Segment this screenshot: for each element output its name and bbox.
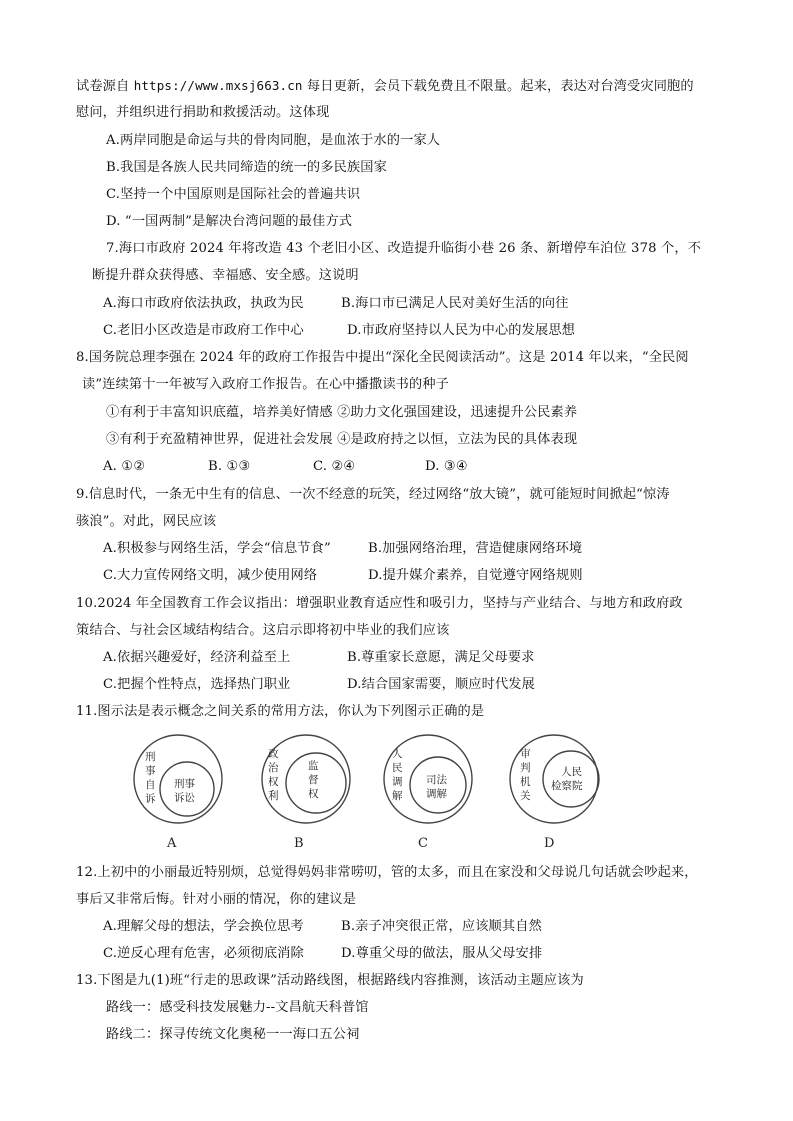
q9-stem-line1: 9.信息时代，一条无中生有的信息、一次不经意的玩笑，经过网络“放大镜”，就可能短时间掀起“惊涛 xyxy=(76,487,670,502)
q7-option-c: C.老旧小区改造是市政府工作中心 xyxy=(103,323,304,338)
q6-option-b: B.我国是各族人民共同缔造的统一的多民族国家 xyxy=(106,160,387,175)
q12-option-a: A.理解父母的想法，学会换位思考 xyxy=(103,919,304,934)
q9-option-c: C.大力宣传网络文明，减少使用网络 xyxy=(103,568,318,583)
q8-option-b: B. ①③ xyxy=(208,459,251,474)
q13-route-1: 路线一：感受科技发展魅力--文昌航天科普馆 xyxy=(106,1000,369,1015)
diagram-d-outer-label: 审判机关 xyxy=(520,748,531,802)
diagram-a-outer-label: 刑事自诉 xyxy=(145,751,156,805)
q10-option-a: A.依据兴趣爱好，经济利益至上 xyxy=(103,650,291,665)
venn-diagram-b xyxy=(262,735,350,851)
venn-diagram-d xyxy=(510,735,599,851)
venn-diagram-c xyxy=(384,735,472,851)
q13-route-2: 路线二：探寻传统文化奥秘一一海口五公祠 xyxy=(106,1027,360,1042)
q9-option-b: B.加强网络治理，营造健康网络环境 xyxy=(368,541,583,556)
diagram-b-inner-label: 监督权 xyxy=(308,760,319,800)
header-line xyxy=(76,77,694,96)
q12-stem-line2: 事后又非常后悔。针对小丽的情况，你的建议是 xyxy=(76,892,357,907)
q8-option-a: A. ①② xyxy=(103,459,146,474)
q7-option-d: D.市政府坚持以人民为中心的发展思想 xyxy=(347,323,575,338)
q10-stem-line1: 10.2024 年全国教育工作会议指出：增强职业教育适应性和吸引力，坚持与产业结合、与地方和政府政 xyxy=(76,596,683,611)
header-prefix: 试卷源自 xyxy=(76,79,134,94)
q7-option-b: B.海口市已满足人民对美好生活的向往 xyxy=(341,296,569,311)
q11-venn-diagrams xyxy=(120,727,640,852)
diagram-c-letter: C xyxy=(418,836,428,851)
q10-option-c: C.把握个性特点，选择热门职业 xyxy=(103,677,291,692)
q6-option-a: A.两岸同胞是命运与共的骨肉同胞，是血浓于水的一家人 xyxy=(106,133,441,148)
diagram-b-outer-label: 政治权利 xyxy=(268,748,279,802)
venn-diagram-a xyxy=(134,735,222,851)
q9-option-a: A.积极参与网络生活，学会“信息节食” xyxy=(103,541,331,556)
q8-stem-line2: 读”连续第十一年被写入政府工作报告。在心中播撒读书的种子 xyxy=(82,377,450,392)
diagram-a-inner-label: 刑事诉讼 xyxy=(174,778,195,804)
header-url-link[interactable]: https://www.mxsj663.cn xyxy=(133,78,303,93)
q10-stem-line2: 策结合、与社会区域结构结合。这启示即将初中毕业的我们应该 xyxy=(76,623,450,638)
diagram-b-letter: B xyxy=(294,836,304,851)
diagram-a-letter: A xyxy=(167,836,177,851)
q8-option-c: C. ②④ xyxy=(313,459,356,474)
q10-option-b: B.尊重家长意愿，满足父母要求 xyxy=(347,650,535,665)
diagram-d-letter: D xyxy=(544,836,555,851)
q7-stem-line1: 7.海口市政府 2024 年将改造 43 个老旧小区、改造提升临街小巷 26 条、新增停车泊位 378 个，不 xyxy=(106,241,702,256)
q8-stem-line1: 8.国务院总理李强在 2024 年的政府工作报告中提出“深化全民阅读活动”。这是 2014 年以来，“全民阅 xyxy=(76,350,689,365)
q13-stem: 13.下图是九(1)班“行走的思政课”活动路线图，根据路线内容推测，该活动主题应该为 xyxy=(76,973,584,988)
diagram-c-inner-label: 司法调解 xyxy=(426,774,447,800)
q7-option-a: A.海口市政府依法执政，执政为民 xyxy=(103,296,304,311)
q12-option-b: B.亲子冲突很正常，应该顺其自然 xyxy=(341,919,542,934)
q6-stem-continuation: 慰问，并组织进行捐助和救援活动。这体现 xyxy=(76,105,330,120)
q12-option-d: D.尊重父母的做法，服从父母安排 xyxy=(341,946,543,961)
q8-statements-3-4: ③有利于充盈精神世界，促进社会发展 ④是政府持之以恒，立法为民的具体表现 xyxy=(106,432,578,447)
diagram-d-inner-label: 人民检察院 xyxy=(551,766,583,792)
q9-option-d: D.提升媒介素养，自觉遵守网络规则 xyxy=(368,568,583,583)
q12-stem-line1: 12.上初中的小丽最近特别烦，总觉得妈妈非常唠叨，管的太多，而且在家没和父母说几句话就会吵起来， xyxy=(76,865,698,880)
header-suffix: 每日更新，会员下载免费且不限量。起来，表达对台湾受灾同胞的 xyxy=(302,79,694,94)
diagram-c-outer-label: 人民调解 xyxy=(392,748,403,802)
q10-option-d: D.结合国家需要，顺应时代发展 xyxy=(347,677,535,692)
q9-stem-line2: 骇浪”。对此，网民应该 xyxy=(76,514,217,529)
q8-option-d: D. ③④ xyxy=(425,459,468,474)
q7-stem-line2: 断提升群众获得感、幸福感、安全感。这说明 xyxy=(92,268,359,283)
q12-option-c: C.逆反心理有危害，必须彻底消除 xyxy=(103,946,304,961)
q6-option-d: D. “一国两制”是解决台湾问题的最佳方式 xyxy=(106,214,353,229)
q8-statements-1-2: ①有利于丰富知识底蕴，培养美好情感 ②助力文化强国建设，迅速提升公民素养 xyxy=(106,405,578,420)
q6-option-c: C.坚持一个中国原则是国际社会的普遍共识 xyxy=(106,187,361,202)
q11-stem: 11.图示法是表示概念之间关系的常用方法，你认为下列图示正确的是 xyxy=(76,704,485,719)
